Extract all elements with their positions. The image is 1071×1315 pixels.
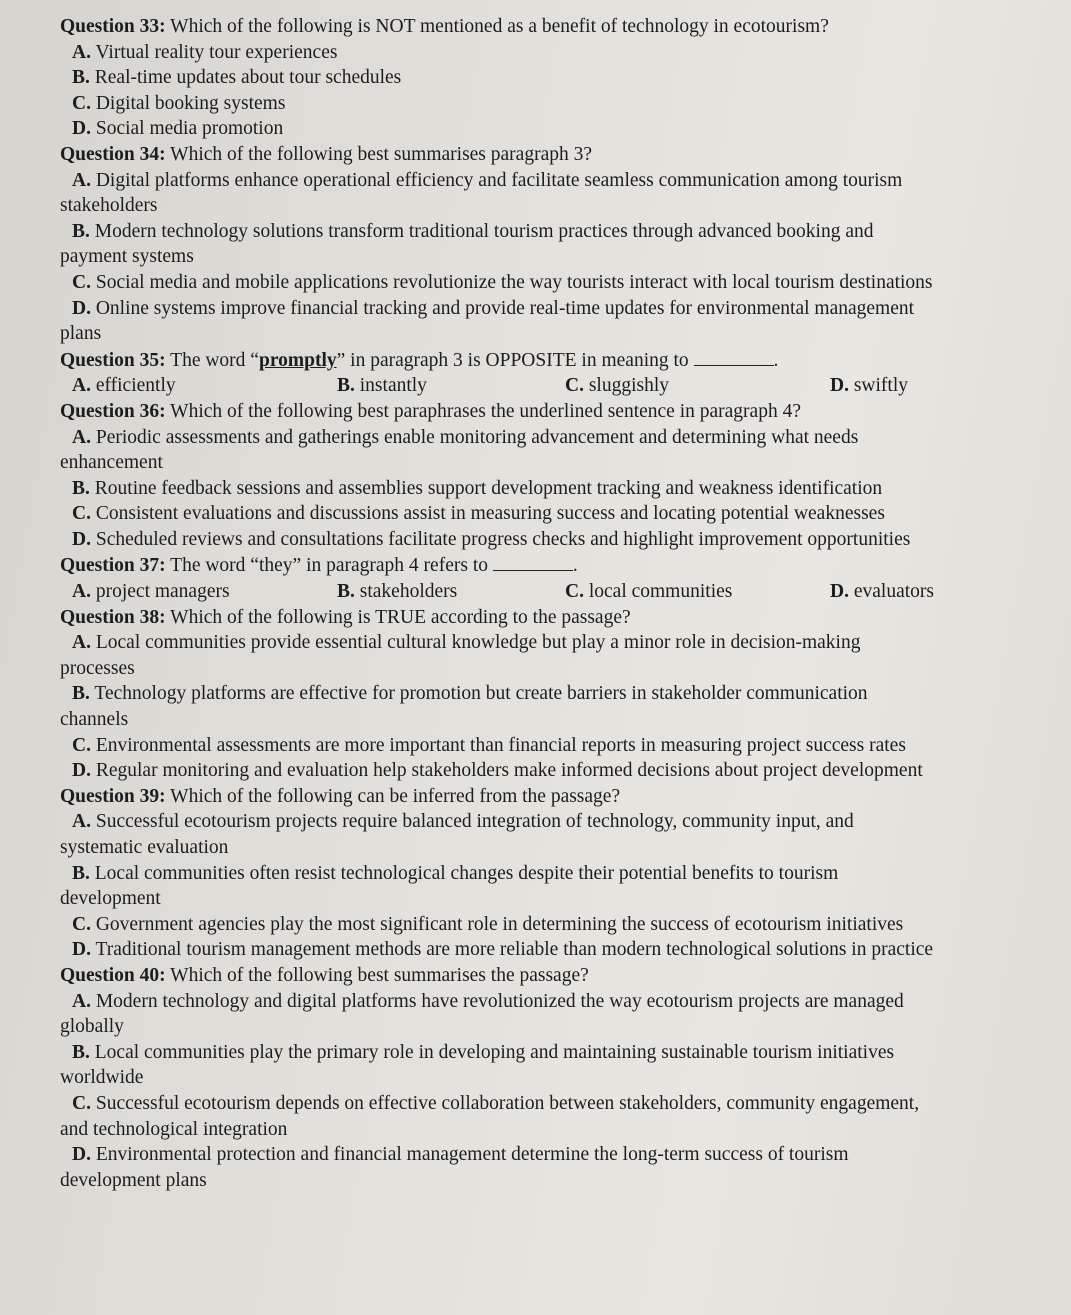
option-c — [72, 501, 1050, 527]
option-text: sluggishly — [588, 375, 670, 397]
question-number: Question 39: — [60, 785, 166, 807]
option-d — [72, 1142, 1050, 1168]
option-text: project managers — [95, 581, 230, 603]
option-b-continued: development — [60, 888, 161, 910]
question-34 — [60, 142, 1050, 347]
question-text: The word “they” in paragraph 4 refers to — [165, 555, 493, 577]
option-b — [72, 219, 1050, 245]
option-label: C. — [72, 92, 91, 114]
question-text: Which of the following best summarises the passage? — [165, 964, 589, 986]
option-b — [72, 861, 1050, 887]
question-35 — [60, 347, 1050, 399]
question-text: Which of the following can be inferred from the passage? — [165, 785, 621, 807]
option-text: Local communities play the primary role in developing and maintaining sustainable tourism initiatives — [94, 1041, 895, 1063]
option-label: A. — [72, 426, 91, 448]
option-text: Regular monitoring and evaluation help stakeholders make informed decisions about project development — [95, 760, 923, 782]
question-text: Which of the following is NOT mentioned as a benefit of technology in ecotourism? — [165, 16, 829, 37]
option-label: D. — [830, 581, 849, 603]
option-label: A. — [72, 375, 91, 397]
question-text-post: ” in paragraph 3 is OPPOSITE in meaning to — [336, 349, 694, 371]
option-a — [72, 40, 1050, 66]
option-text: Routine feedback sessions and assemblies support development tracking and weakness identification — [94, 477, 883, 499]
option-c — [565, 373, 830, 399]
option-label: A. — [72, 811, 91, 833]
option-text: Traditional tourism management methods are more reliable than modern technological solutions in practice — [95, 939, 934, 961]
option-a — [72, 579, 337, 605]
option-text: Consistent evaluations and discussions assist in measuring success and locating potential weaknesses — [95, 503, 885, 525]
option-label: C. — [565, 581, 584, 603]
option-c — [72, 733, 1050, 759]
question-text: Which of the following is TRUE according to the passage? — [165, 606, 631, 628]
option-label: D. — [72, 1144, 91, 1166]
question-end: . — [572, 555, 578, 577]
question-37 — [60, 552, 1050, 604]
option-a-continued: enhancement — [60, 452, 163, 474]
option-a — [72, 630, 1050, 656]
answer-blank — [694, 347, 774, 366]
option-b-continued: channels — [60, 709, 129, 731]
question-end: . — [773, 349, 779, 371]
option-label: C. — [72, 271, 91, 293]
option-a-continued: stakeholders — [60, 195, 158, 217]
option-c — [72, 91, 1050, 117]
question-text: Which of the following best paraphrases the underlined sentence in paragraph 4? — [165, 400, 801, 422]
question-34-title — [60, 142, 1050, 168]
option-label: D. — [72, 297, 91, 319]
option-text: local communities — [588, 581, 733, 603]
question-38-title — [60, 605, 1050, 631]
option-a — [72, 989, 1050, 1015]
question-36-title — [60, 399, 1050, 425]
option-label: B. — [72, 220, 90, 242]
option-text: Government agencies play the most significant role in determining the success of ecotourism initiatives — [95, 913, 904, 935]
option-d — [72, 527, 1050, 553]
question-38 — [60, 605, 1050, 784]
option-a — [72, 168, 1050, 194]
option-text: Social media promotion — [95, 118, 284, 140]
option-text: Real-time updates about tour schedules — [94, 67, 402, 89]
option-text: Local communities provide essential cultural knowledge but play a minor role in decision-making — [95, 632, 861, 654]
option-label: A. — [72, 990, 91, 1012]
question-number: Question 35: — [60, 349, 166, 371]
option-a — [72, 425, 1050, 451]
option-label: C. — [72, 734, 91, 756]
option-b — [337, 373, 565, 399]
options-row — [72, 373, 1050, 399]
option-text: Online systems improve financial tracking and provide real-time updates for environmental management — [95, 297, 915, 319]
option-label: B. — [337, 581, 355, 603]
option-label: B. — [72, 862, 90, 884]
option-d — [72, 116, 1050, 142]
option-label: D. — [72, 760, 91, 782]
option-text: Successful ecotourism depends on effective collaboration between stakeholders, community engagement, — [95, 1092, 920, 1114]
option-label: C. — [72, 1092, 91, 1114]
option-a — [72, 809, 1050, 835]
option-label: A. — [72, 41, 91, 63]
question-text-pre: The word “ — [165, 349, 259, 371]
question-number: Question 40: — [60, 964, 166, 986]
option-c — [72, 270, 1050, 296]
option-label: C. — [72, 503, 91, 525]
option-text: Scheduled reviews and consultations facilitate progress checks and highlight improvement opportunities — [95, 528, 911, 550]
option-c — [72, 1091, 1050, 1117]
option-c — [565, 579, 830, 605]
answer-blank — [493, 552, 573, 571]
option-text: Digital platforms enhance operational efficiency and facilitate seamless communication among tourism — [95, 169, 903, 191]
underlined-word: promptly — [258, 349, 337, 371]
question-35-title — [60, 347, 1050, 374]
option-b — [72, 681, 1050, 707]
option-label: A. — [72, 632, 91, 654]
option-label: D. — [72, 939, 91, 961]
question-40 — [60, 963, 1050, 1193]
option-text: instantly — [359, 375, 427, 397]
question-number: Question 34: — [60, 143, 166, 165]
option-label: C. — [565, 375, 584, 397]
option-text: swiftly — [853, 375, 909, 397]
option-label: D. — [830, 375, 849, 397]
option-text: Modern technology solutions transform traditional tourism practices through advanced booking and — [94, 220, 874, 242]
option-a-continued: processes — [60, 657, 135, 679]
question-40-title — [60, 963, 1050, 989]
option-text: Periodic assessments and gatherings enable monitoring advancement and determining what needs — [95, 426, 859, 448]
option-text: Modern technology and digital platforms have revolutionized the way ecotourism projects are managed — [95, 990, 904, 1012]
option-a — [72, 373, 337, 399]
question-list — [60, 14, 1050, 1193]
question-number: Question 33: — [60, 16, 166, 37]
option-text: Environmental protection and financial management determine the long-term success of tourism — [95, 1144, 849, 1166]
option-text: Successful ecotourism projects require balanced integration of technology, community input, and — [95, 811, 854, 833]
option-b — [337, 579, 565, 605]
option-d — [830, 579, 934, 605]
option-d-continued: development plans — [60, 1169, 207, 1191]
question-33-title — [60, 14, 1050, 40]
question-36 — [60, 399, 1050, 553]
option-label: B. — [337, 375, 355, 397]
option-label: D. — [72, 528, 91, 550]
question-text: Which of the following best summarises paragraph 3? — [165, 143, 593, 165]
option-b — [72, 65, 1050, 91]
option-b-continued: worldwide — [60, 1067, 144, 1089]
option-label: B. — [72, 1041, 90, 1063]
question-37-title — [60, 552, 1050, 579]
question-33 — [60, 14, 1050, 142]
option-b — [72, 1040, 1050, 1066]
option-d — [830, 373, 908, 399]
option-label: B. — [72, 477, 90, 499]
option-d — [72, 937, 1050, 963]
option-text: evaluators — [853, 581, 934, 603]
question-number: Question 37: — [60, 555, 166, 577]
option-d — [72, 296, 1050, 322]
options-row — [72, 579, 1050, 605]
option-text: Social media and mobile applications revolutionize the way tourists interact with local tourism destinations — [95, 271, 933, 293]
option-text: Technology platforms are effective for promotion but create barriers in stakeholder communication — [94, 683, 868, 705]
question-number: Question 36: — [60, 400, 166, 422]
option-text: Digital booking systems — [95, 92, 286, 114]
option-label: C. — [72, 913, 91, 935]
option-label: B. — [72, 67, 90, 89]
option-b-continued: payment systems — [60, 246, 194, 268]
option-text: stakeholders — [359, 581, 458, 603]
question-number: Question 38: — [60, 606, 166, 628]
option-text: Local communities often resist technological changes despite their potential benefits to tourism — [94, 862, 839, 884]
question-39-title — [60, 784, 1050, 810]
option-d — [72, 758, 1050, 784]
option-a-continued: systematic evaluation — [60, 837, 229, 858]
option-label: B. — [72, 683, 90, 705]
option-c-continued: and technological integration — [60, 1118, 288, 1140]
option-label: A. — [72, 581, 91, 603]
option-text: efficiently — [95, 375, 176, 397]
option-b — [72, 476, 1050, 502]
option-label: D. — [72, 118, 91, 140]
question-39 — [60, 784, 1050, 963]
option-d-continued: plans — [60, 323, 102, 345]
option-label: A. — [72, 169, 91, 191]
option-text: Environmental assessments are more important than financial reports in measuring project success rates — [95, 734, 906, 756]
option-text: Virtual reality tour experiences — [95, 41, 338, 63]
option-c — [72, 912, 1050, 938]
option-a-continued: globally — [60, 1016, 124, 1038]
